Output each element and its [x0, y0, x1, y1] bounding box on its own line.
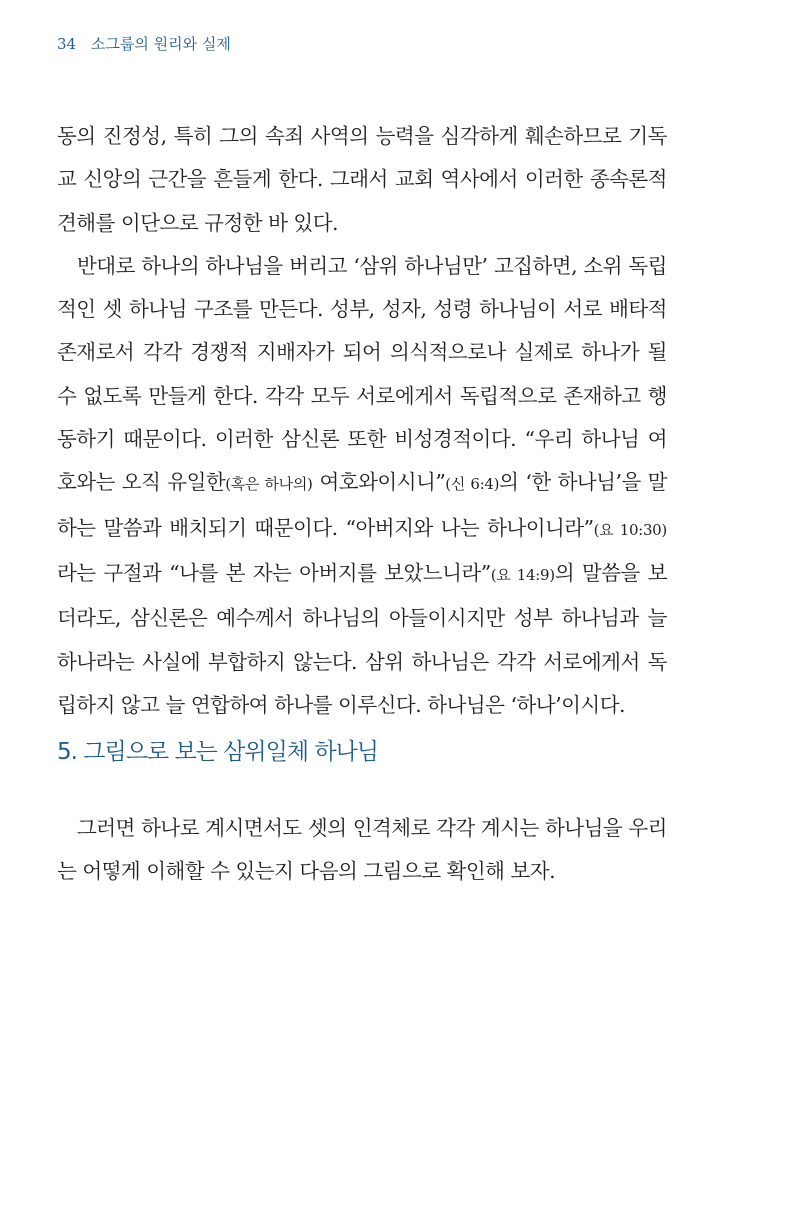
section-heading: 5. 그림으로 보는 삼위일체 하나님	[57, 739, 379, 765]
body-text	[57, 115, 667, 727]
paragraph-text: 반대로 하나의 하나님을 버리고 ‘삼위 하나님만’ 고집하면, 소위 독립적인 셋 하나님 구조를 만든다. 성부, 성자, 성령 하나님이 서로 배타적 존재로서 각각 경쟁적 지배자가 되어 의식적으로나 실제로 하나가 될 수 없도록 만들게 한다. 각각 모두 서로에게서 독립적으로 존재하고 행동하기 때문이다. 이러한 삼신론 또한 비성경적이다. “우리 하나님 여호와는 오직 유일한	[57, 253, 667, 495]
paragraph-continuation: 동의 진정성, 특히 그의 속죄 사역의 능력을 심각하게 훼손하므로 기독교 신앙의 근간을 흔들게 한다. 그래서 교회 역사에서 이러한 종속론적 견해를 이단으로 규정한 바 있다.	[57, 124, 667, 235]
paragraph-text: 여호와이시니”	[312, 470, 446, 495]
section-body	[57, 807, 667, 894]
page-number: 34	[57, 35, 77, 53]
paragraph-tritheism	[57, 245, 667, 727]
paragraph-text: 의 ‘한 하나님’을 말하는 말씀과 배치되기 때문이다. “아버지와 나는 하나이니라”	[57, 470, 667, 540]
scripture-reference: (요 10:30)	[593, 520, 667, 539]
running-head	[57, 33, 231, 54]
scripture-reference: (신 6:4)	[445, 475, 500, 494]
scripture-reference: (요 14:9)	[490, 565, 555, 584]
inline-aside: (혹은 하나의)	[225, 475, 313, 494]
book-title: 소그룹의 원리와 실제	[90, 35, 231, 53]
paragraph-text: 의 말씀을 보더라도, 삼신론은 예수께서 하나님의 아들이시지만 성부 하나님과 늘 하나라는 사실에 부합하지 않는다. 삼위 하나님은 각각 서로에게서 독립하지 않고 늘 연합하여 하나를 이루신다. 하나님은 ‘하나’이시다.	[57, 560, 667, 717]
section-paragraph: 그러면 하나로 계시면서도 셋의 인격체로 각각 계시는 하나님을 우리는 어떻게 이해할 수 있는지 다음의 그림으로 확인해 보자.	[57, 816, 667, 884]
paragraph-text: 라는 구절과 “나를 본 자는 아버지를 보았느니라”	[57, 560, 491, 585]
